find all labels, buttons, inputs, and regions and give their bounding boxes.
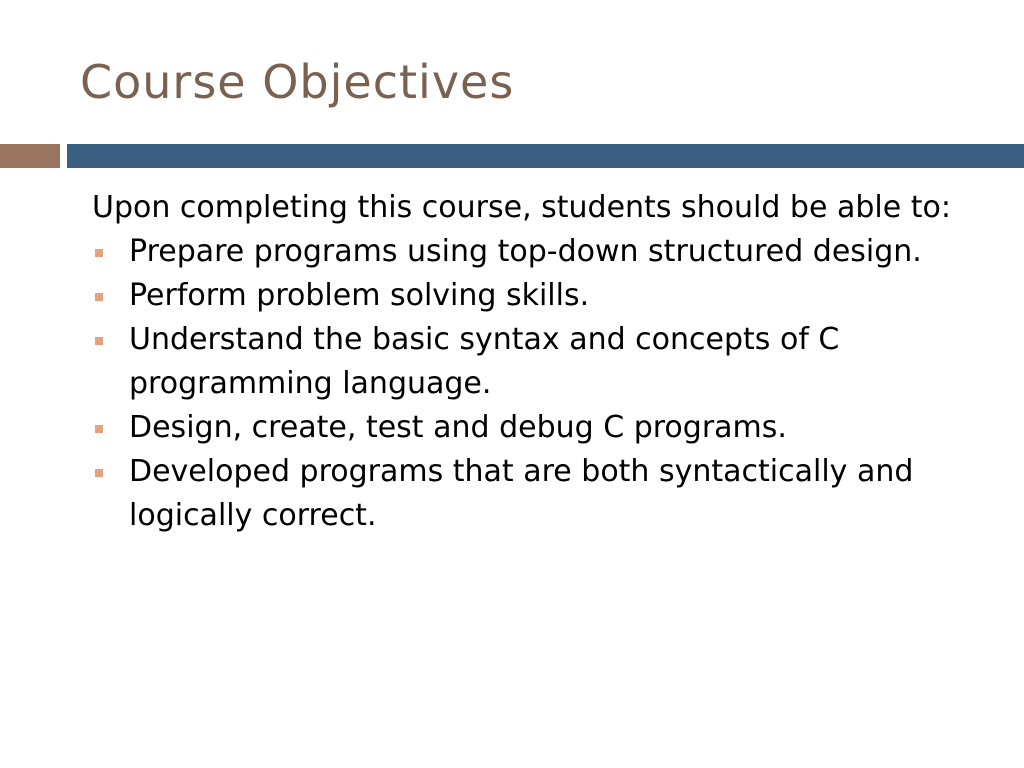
bullet-square-icon — [95, 425, 103, 433]
objective-text: Design, create, test and debug C programs. — [129, 410, 787, 445]
bullet-square-icon — [95, 469, 103, 477]
objective-item — [92, 274, 982, 318]
objective-text: Understand the basic syntax and concepts of C programming language. — [129, 322, 840, 401]
objective-text: Prepare programs using top-down structured design. — [129, 234, 922, 269]
accent-band-right — [67, 144, 1024, 168]
accent-band-left — [0, 144, 60, 168]
bullet-square-icon — [95, 293, 103, 301]
intro-text: Upon completing this course, students should be able to: — [92, 190, 951, 225]
objective-item — [92, 450, 982, 538]
objectives-list — [92, 230, 982, 538]
objective-item — [92, 230, 982, 274]
bullet-square-icon — [95, 249, 103, 257]
objective-item — [92, 406, 982, 450]
bullet-square-icon — [95, 337, 103, 345]
slide-title: Course Objectives — [80, 55, 515, 109]
slide-body — [92, 186, 982, 538]
objective-text: Developed programs that are both syntactically and logically correct. — [129, 454, 914, 533]
objective-item — [92, 318, 982, 406]
objective-text: Perform problem solving skills. — [129, 278, 590, 313]
